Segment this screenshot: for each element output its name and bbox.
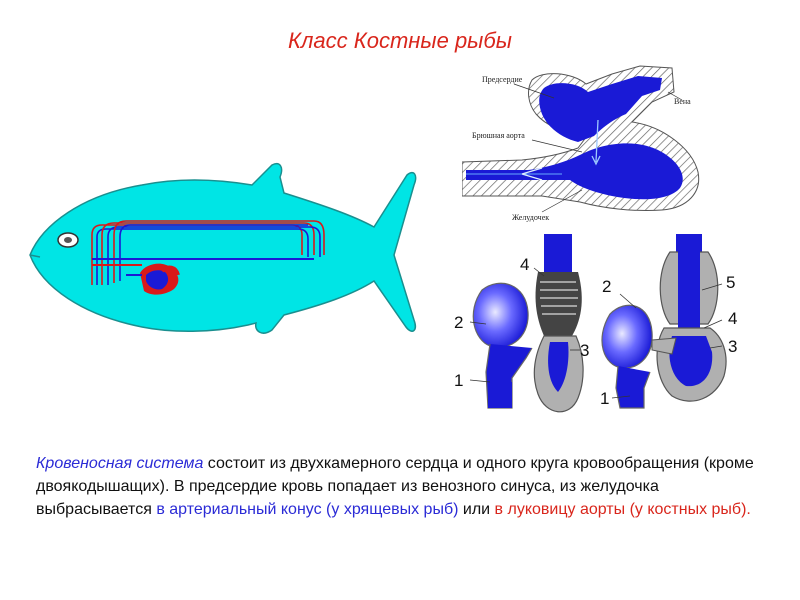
label-ventricle: Желудочек bbox=[512, 213, 550, 222]
description-cone: в артериальный конус (у хрящевых рыб) bbox=[156, 501, 459, 518]
description-end: . bbox=[746, 501, 751, 518]
label-right-4: 4 bbox=[728, 309, 738, 328]
heart-variants-diagram bbox=[440, 232, 750, 422]
fish-body bbox=[30, 164, 416, 333]
label-ventral-aorta: Брюшная аорта bbox=[472, 131, 525, 140]
label-left-4: 4 bbox=[520, 255, 530, 274]
description-part1: состоит из двухкамерного сердца и одного круга кровообращения (кроме двоякодышащих). В предсердие кровь попадает из венозного синуса, из желудочка выбрасывается bbox=[36, 455, 754, 518]
label-atrium: Предсердие bbox=[482, 75, 523, 84]
bony-fish-heart bbox=[602, 234, 726, 408]
fish-circulation-diagram bbox=[22, 155, 418, 343]
label-left-3: 3 bbox=[580, 341, 590, 360]
description-term: Кровеносная система bbox=[36, 455, 204, 472]
description-text bbox=[36, 452, 776, 521]
label-vein: Вена bbox=[674, 97, 691, 106]
label-right-1: 1 bbox=[600, 389, 610, 408]
label-right-5: 5 bbox=[726, 273, 736, 292]
label-right-3: 3 bbox=[728, 337, 738, 356]
label-left-2: 2 bbox=[454, 313, 464, 332]
page-title: Класс Костные рыбы bbox=[288, 28, 512, 53]
heart-section-diagram bbox=[462, 62, 710, 232]
label-left-1: 1 bbox=[454, 371, 464, 390]
label-right-2: 2 bbox=[602, 277, 612, 296]
description-part2: или bbox=[458, 501, 495, 518]
description-bulb: в луковицу аорты (у костных рыб) bbox=[494, 501, 747, 518]
